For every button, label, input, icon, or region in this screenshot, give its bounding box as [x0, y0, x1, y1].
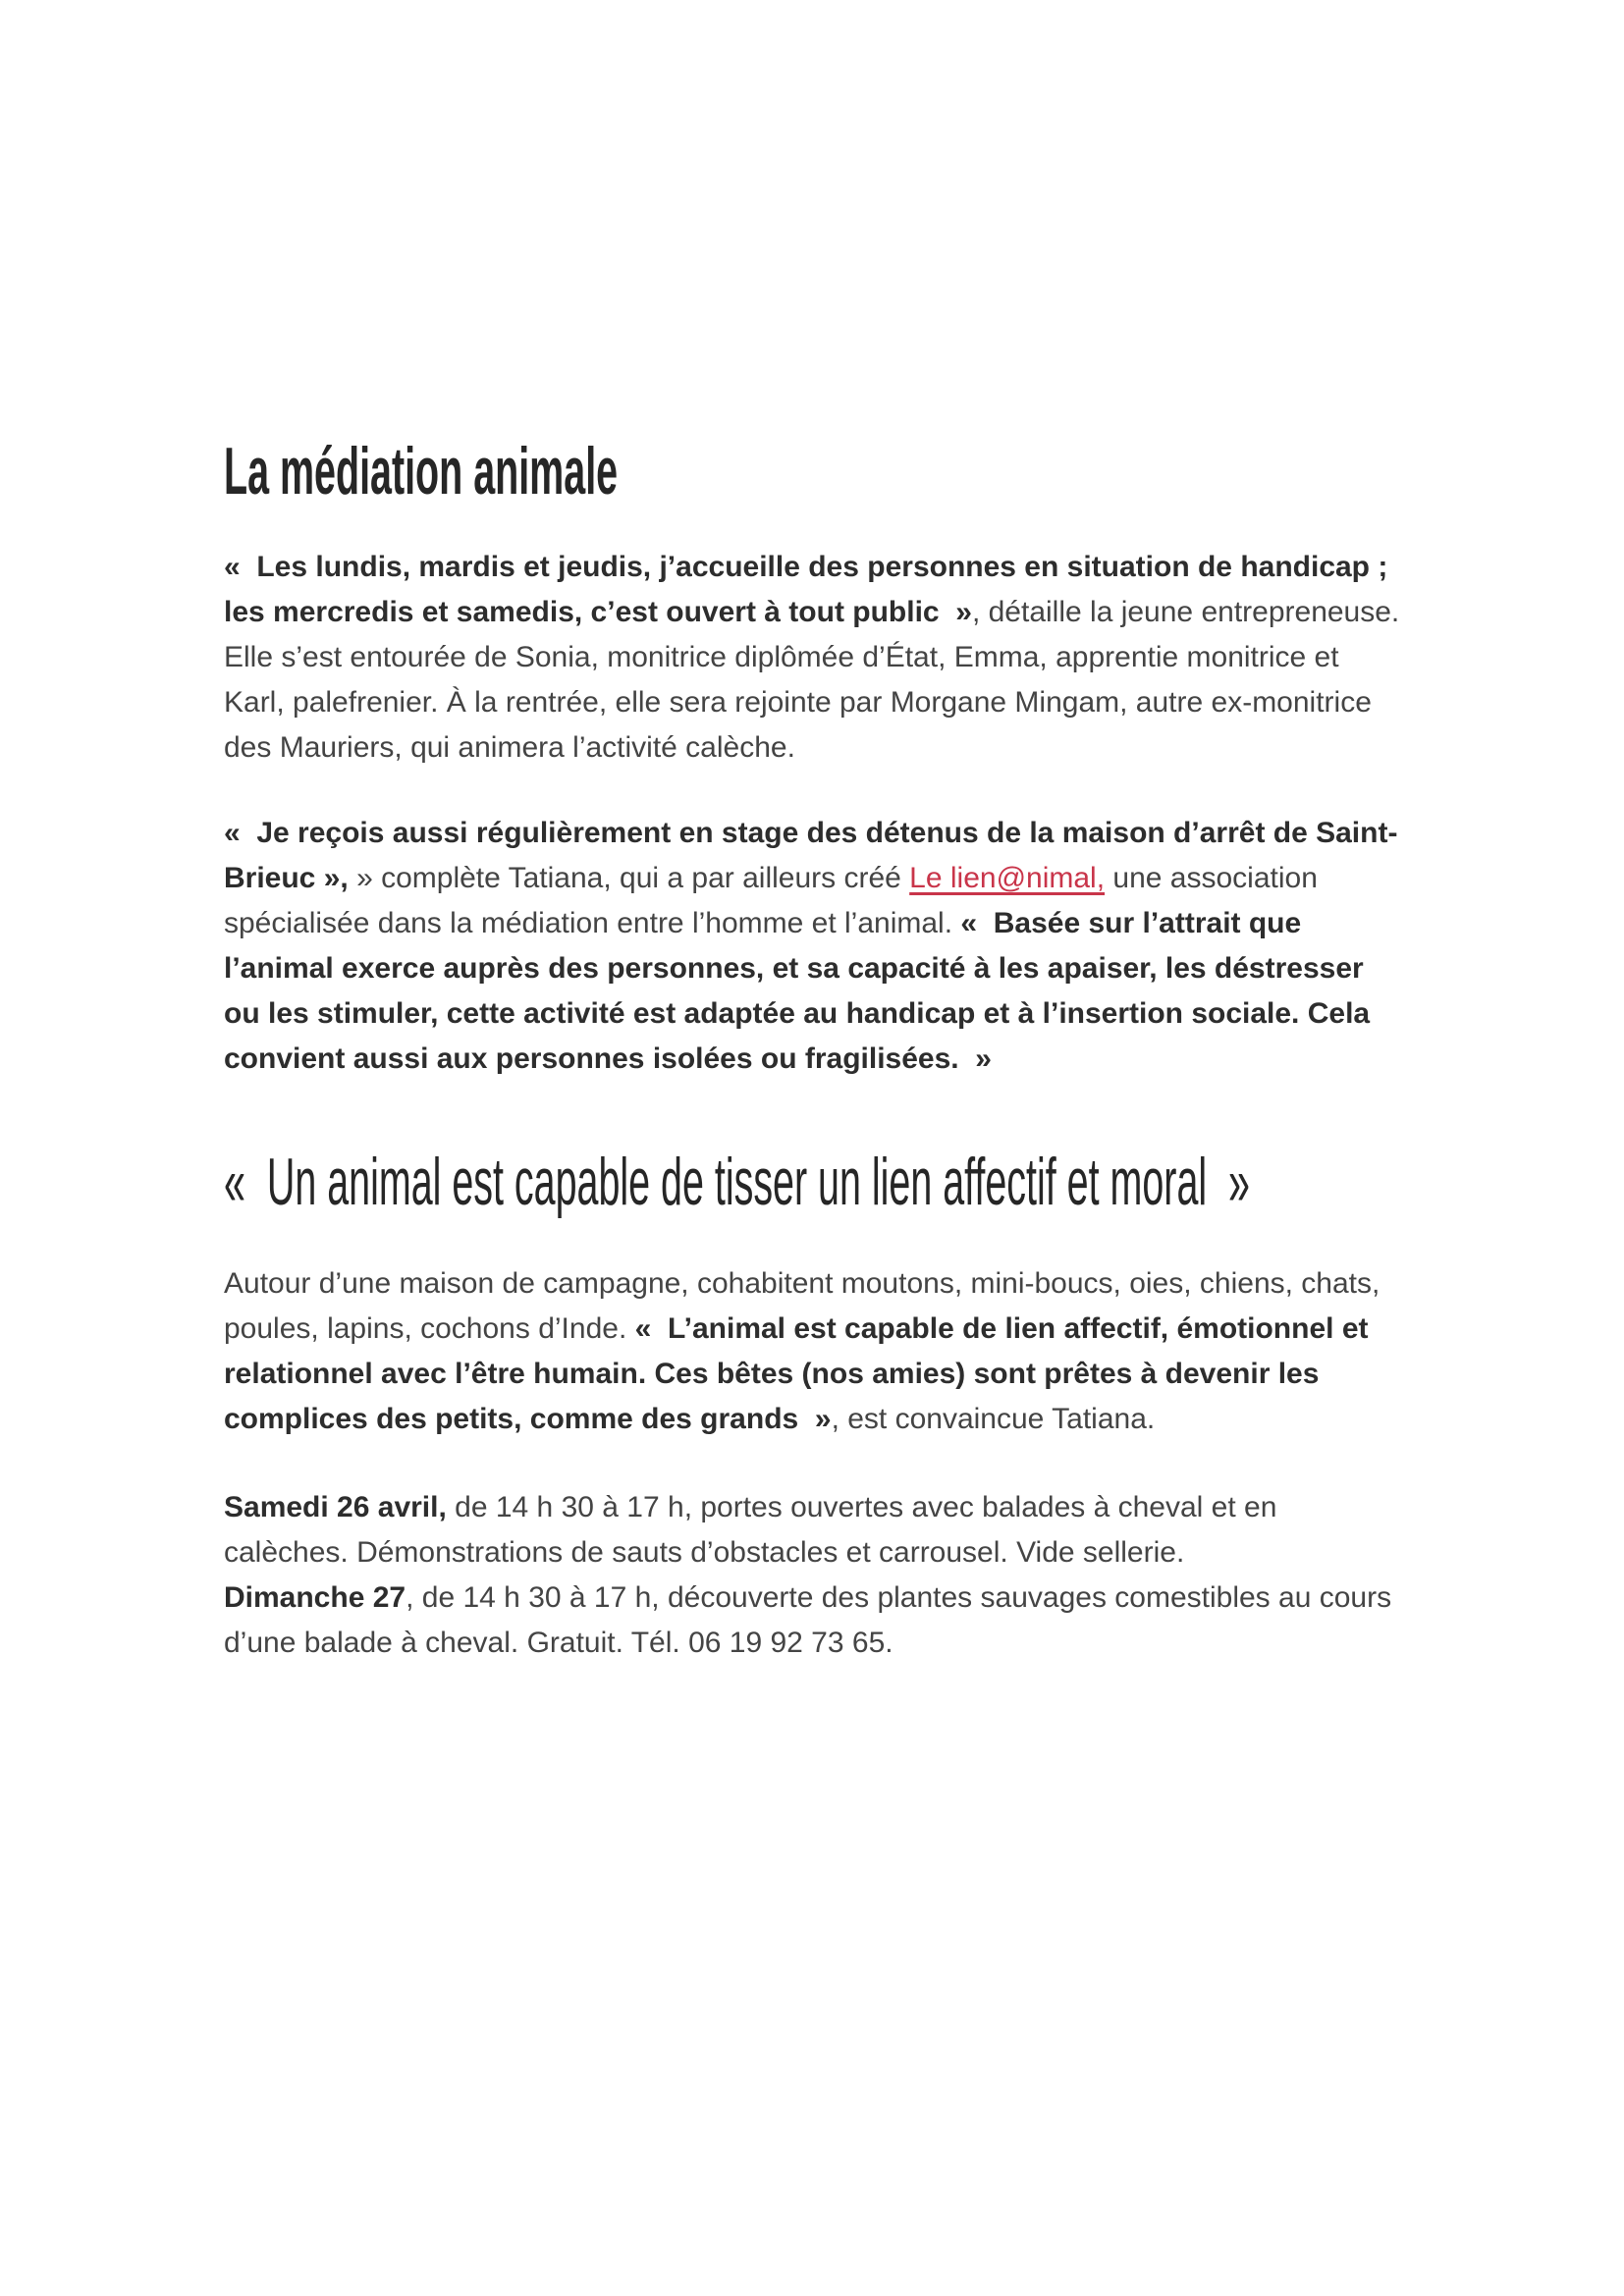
- article-body: [224, 0, 1407, 1666]
- intro-body-text: , détaille la jeune entrepreneuse. Elle s’est entourée de Sonia, monitrice diplômée d’État, Emma, apprentie monitrice et Karl, palefrenier. À la rentrée, elle sera rejointe par Morgane Mingam, autre ex-monitrice des Mauriers, qui animera l’activité calèche.: [224, 596, 1400, 764]
- stage-quote-bold: « Je reçois aussi régulièrement en stage des détenus de la maison d’arrêt de Saint-Brieuc »,: [224, 817, 1398, 894]
- section-title-text: La médiation animale: [224, 434, 619, 508]
- events-date-bold: Samedi 26 avril,: [224, 1491, 447, 1523]
- lien-animal-link[interactable]: Le lien@nimal,: [909, 862, 1106, 894]
- section-subtitle: [224, 1142, 1407, 1222]
- section-subtitle-text: « Un animal est capable de tisser un lien affectif et moral »: [224, 1145, 1250, 1219]
- stage-body-text-2: une association spécialisée dans la médiation entre l’homme et l’animal.: [224, 862, 1318, 939]
- events-body-text-2: , de 14 h 30 à 17 h, découverte des plantes sauvages comestibles au cours d’une balade à cheval. Gratuit. Tél. 06 19 92 73 65.: [224, 1581, 1392, 1659]
- paragraph-events: [224, 1485, 1407, 1666]
- animals-quote-bold: « L’animal est capable de lien affectif, émotionnel et relationnel avec l’être humain. Ces bêtes (nos amies) sont prêtes à devenir les complices des petits, comme des grands »: [224, 1312, 1369, 1435]
- events-date-bold-2: Dimanche 27: [224, 1581, 406, 1614]
- events-body-text: de 14 h 30 à 17 h, portes ouvertes avec balades à cheval et en calèches. Démonstrations de sauts d’obstacles et carrousel. Vide sellerie.: [224, 1491, 1277, 1569]
- stage-quote-bold-2: « Basée sur l’attrait que l’animal exerce auprès des personnes, et sa capacité à les apaiser, les déstresser ou les stimuler, cette activité est adaptée au handicap et à l’insertion sociale. Cela convient aussi aux personnes isolées ou fragilisées. »: [224, 907, 1371, 1075]
- paragraph-stage: [224, 811, 1407, 1082]
- section-title: [224, 435, 1407, 508]
- paragraph-animals: [224, 1261, 1407, 1442]
- intro-quote-bold: « Les lundis, mardis et jeudis, j’accueille des personnes en situation de handicap ; les mercredis et samedis, c’est ouvert à tout public »: [224, 551, 1388, 628]
- animals-body-text: Autour d’une maison de campagne, cohabitent moutons, mini-boucs, oies, chiens, chats, poules, lapins, cochons d’Inde.: [224, 1267, 1380, 1345]
- stage-body-text: » complète Tatiana, qui a par ailleurs créé: [348, 862, 910, 894]
- animals-body-text-2: , est convaincue Tatiana.: [831, 1403, 1156, 1435]
- paragraph-intro: [224, 545, 1407, 771]
